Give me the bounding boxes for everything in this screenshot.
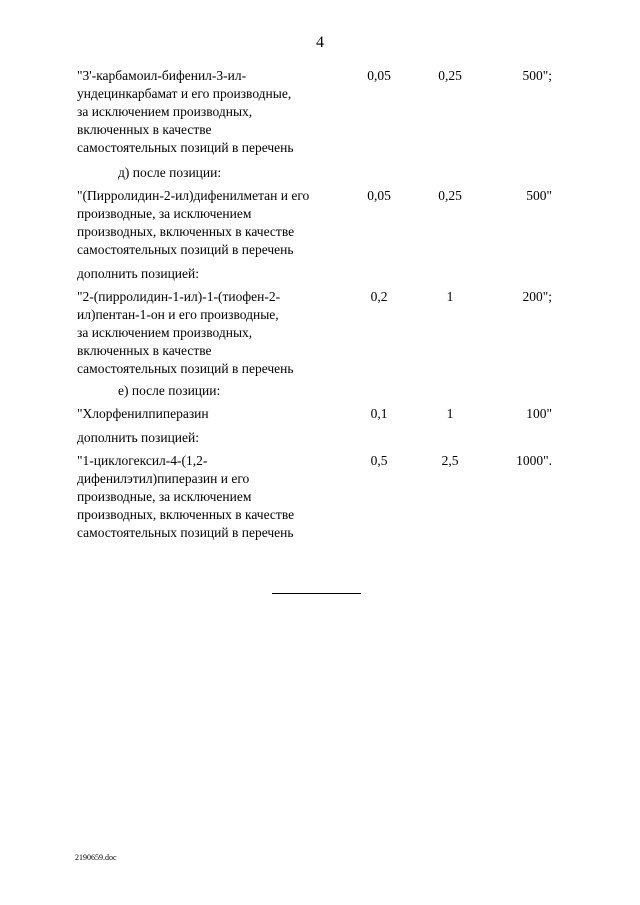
substance-name	[77, 452, 347, 542]
substance-name-line: самостоятельных позиций в перечень	[77, 525, 294, 540]
quantity-value-3: 1000".	[516, 453, 552, 468]
instruction-after-position: д) после позиции:	[118, 165, 222, 180]
quantity-value-1: 0,05	[367, 188, 391, 203]
substance-name-line: "2-(пирролидин-1-ил)-1-(тиофен-2-	[77, 289, 281, 304]
substance-name-line: производных, включенных в качестве	[77, 224, 295, 239]
quantity-value-3: 500";	[522, 68, 552, 83]
instruction-add-position: дополнить позицией:	[77, 266, 199, 281]
quantity-value-2: 2,5	[441, 453, 459, 468]
page-number: 4	[316, 34, 324, 51]
substance-name	[77, 67, 347, 157]
substance-name-line: "1-циклогексил-4-(1,2-	[77, 453, 208, 468]
substance-name-line: "3'-карбамоил-бифенил-3-ил-	[77, 68, 247, 83]
substance-name-line: самостоятельных позиций в перечень	[77, 242, 294, 257]
substance-name-line: производные, за исключением	[77, 489, 252, 504]
substance-name-line: включенных в качестве	[77, 343, 212, 358]
substance-name-line: включенных в качестве	[77, 122, 212, 137]
quantity-value-2: 0,25	[438, 188, 462, 203]
substance-name-line: самостоятельных позиций в перечень	[77, 140, 294, 155]
substance-name-line: за исключением производных,	[77, 104, 253, 119]
substance-name-line: дифенилэтил)пиперазин и его	[77, 471, 250, 486]
instruction-add-position: дополнить позицией:	[77, 430, 199, 445]
end-divider	[272, 593, 361, 594]
quantity-value-3: 500"	[526, 188, 552, 203]
substance-name	[77, 288, 347, 378]
substance-name-line: ил)пентан-1-он и его производные,	[77, 307, 279, 322]
substance-name-line: "Хлорфенилпиперазин	[77, 406, 209, 421]
substance-name-line: за исключением производных,	[77, 325, 253, 340]
quantity-value-1: 0,1	[370, 406, 388, 421]
substance-name-line: самостоятельных позиций в перечень	[77, 361, 294, 376]
substance-name-line: "(Пирролидин-2-ил)дифенилметан и его	[77, 188, 310, 203]
quantity-value-1: 0,2	[370, 289, 388, 304]
instruction-after-position: е) после позиции:	[118, 383, 221, 398]
quantity-value-1: 0,05	[367, 68, 391, 83]
quantity-value-2: 1	[446, 289, 454, 304]
substance-name	[77, 405, 347, 423]
quantity-value-2: 1	[446, 406, 454, 421]
substance-name-line: ундецинкарбамат и его производные,	[77, 86, 292, 101]
quantity-value-2: 0,25	[438, 68, 462, 83]
substance-name	[77, 187, 347, 259]
footer-filename: 2190659.doc	[75, 853, 117, 862]
quantity-value-3: 100"	[526, 406, 552, 421]
quantity-value-3: 200";	[522, 289, 552, 304]
quantity-value-1: 0,5	[370, 453, 388, 468]
substance-name-line: производных, включенных в качестве	[77, 507, 295, 522]
substance-name-line: производные, за исключением	[77, 206, 252, 221]
